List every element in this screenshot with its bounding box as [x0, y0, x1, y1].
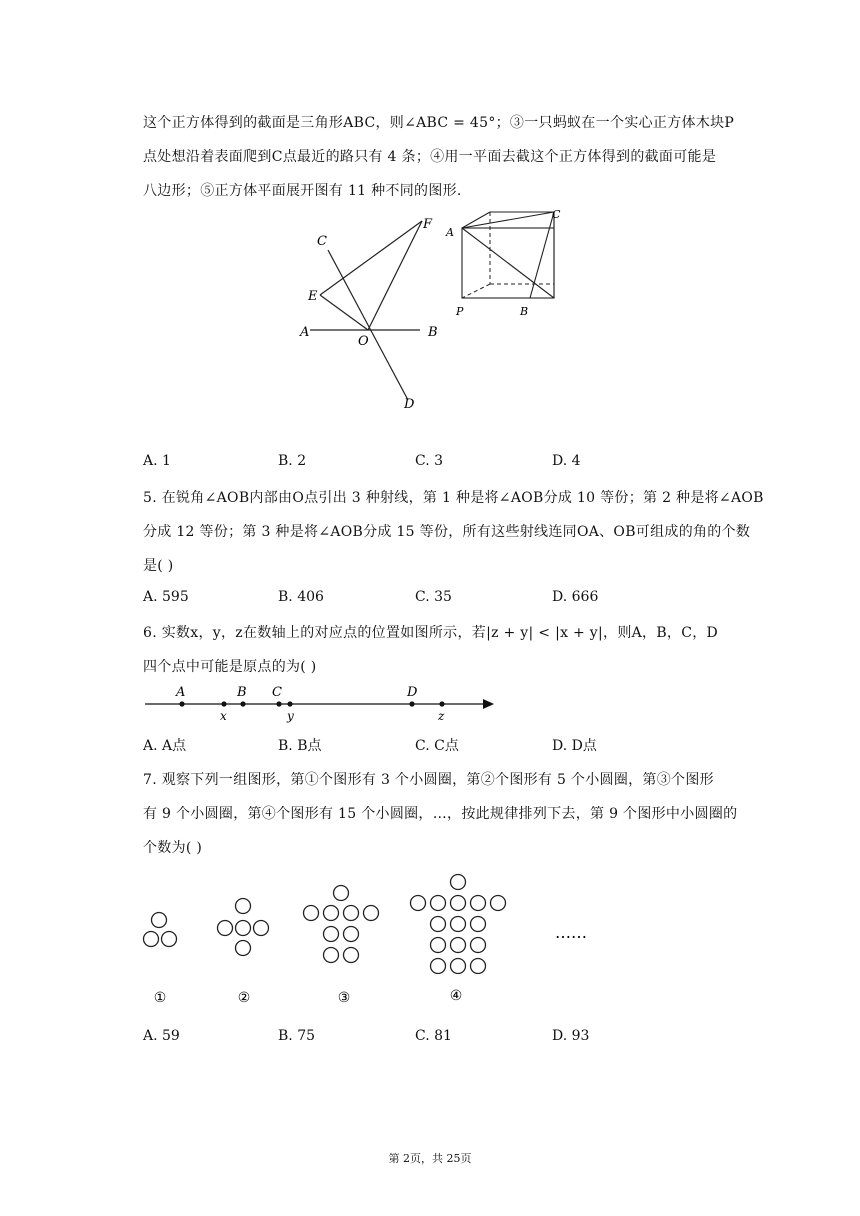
q6-option-a[interactable]: A. A点 — [143, 738, 187, 754]
q4-option-c[interactable]: C. 3 — [415, 453, 444, 469]
q7-option-b[interactable]: B. 75 — [278, 1028, 316, 1044]
q4-option-d[interactable]: D. 4 — [552, 453, 581, 469]
label-B: B — [428, 325, 438, 340]
q4-option-b[interactable]: B. 2 — [278, 453, 307, 469]
intro-line-2: 点处想沿着表面爬到C点最近的路只有 4 条；④用一平面去截这个正方体得到的截面可能是 — [143, 149, 717, 165]
q5-line-3: 是( ) — [143, 558, 174, 574]
q5-option-d[interactable]: D. 666 — [552, 589, 599, 605]
axis-label-C: C — [272, 685, 282, 700]
cube-label-P: P — [456, 305, 464, 318]
q6-option-c[interactable]: C. C点 — [415, 738, 459, 754]
cube-label-A: A — [446, 226, 454, 239]
q4-option-a[interactable]: A. 1 — [143, 453, 171, 469]
label-O: O — [358, 334, 369, 349]
axis-label-B: B — [237, 685, 247, 700]
label-D: D — [404, 397, 415, 412]
page-footer: 第 2页，共 25页 — [388, 1152, 472, 1165]
intro-line-3: 八边形；⑤正方体平面展开图有 11 种不同的图形. — [143, 183, 462, 199]
pattern-ellipsis: …… — [555, 923, 587, 942]
fig-label-4: ④ — [449, 988, 463, 1004]
q6-option-d[interactable]: D. D点 — [552, 738, 597, 754]
q7-line-2: 有 9 个小圆圈，第④个图形有 15 个小圆圈，…，按此规律排列下去，第 9 个图形中小圆圈的 — [143, 806, 738, 822]
label-E: E — [308, 289, 318, 304]
intro-line-1: 这个正方体得到的截面是三角形ABC，则∠ABC = 45°；③一只蚂蚁在一个实心正方体木块P — [143, 115, 735, 131]
q6-line-1: 6. 实数x，y，z在数轴上的对应点的位置如图所示，若|z + y| < |x + y|，则A，B，C，D — [143, 625, 719, 641]
axis-label-x: x — [220, 709, 227, 723]
label-F: F — [423, 217, 433, 232]
cube-label-B: B — [520, 305, 529, 318]
cube-label-C: C — [552, 208, 561, 221]
fig-label-2: ② — [237, 990, 251, 1006]
angle-rays-figure — [290, 208, 450, 418]
q5-option-b[interactable]: B. 406 — [278, 589, 324, 605]
q5-option-c[interactable]: C. 35 — [415, 589, 452, 605]
fig-label-1: ① — [153, 990, 167, 1006]
q7-option-d[interactable]: D. 93 — [552, 1028, 590, 1044]
number-line — [140, 680, 500, 725]
q6-line-2: 四个点中可能是原点的为( ) — [143, 659, 317, 675]
q7-option-a[interactable]: A. 59 — [143, 1028, 180, 1044]
q6-option-b[interactable]: B. B点 — [278, 738, 322, 754]
q7-option-c[interactable]: C. 81 — [415, 1028, 452, 1044]
q5-line-1: 5. 在锐角∠AOB内部由O点引出 3 种射线，第 1 种是将∠AOB分成 10 等份；第 2 种是将∠AOB — [143, 490, 764, 506]
axis-label-D: D — [407, 685, 418, 700]
axis-label-A: A — [176, 685, 186, 700]
q5-line-2: 分成 12 等份；第 3 种是将∠AOB分成 15 等份，所有这些射线连同OA、OB可组成的角的个数 — [143, 524, 751, 540]
q5-option-a[interactable]: A. 595 — [143, 589, 189, 605]
axis-label-y: y — [287, 709, 294, 723]
q7-line-3: 个数为( ) — [143, 840, 203, 856]
q7-line-1: 7. 观察下列一组图形，第①个图形有 3 个小圆圈，第②个图形有 5 个小圆圈，第③个图形 — [143, 772, 714, 788]
axis-label-z: z — [438, 709, 445, 723]
label-A: A — [300, 325, 310, 340]
circle-pattern-figure — [130, 868, 610, 1013]
label-C: C — [317, 234, 327, 249]
fig-label-3: ③ — [337, 990, 351, 1006]
cube-figure — [440, 200, 570, 325]
